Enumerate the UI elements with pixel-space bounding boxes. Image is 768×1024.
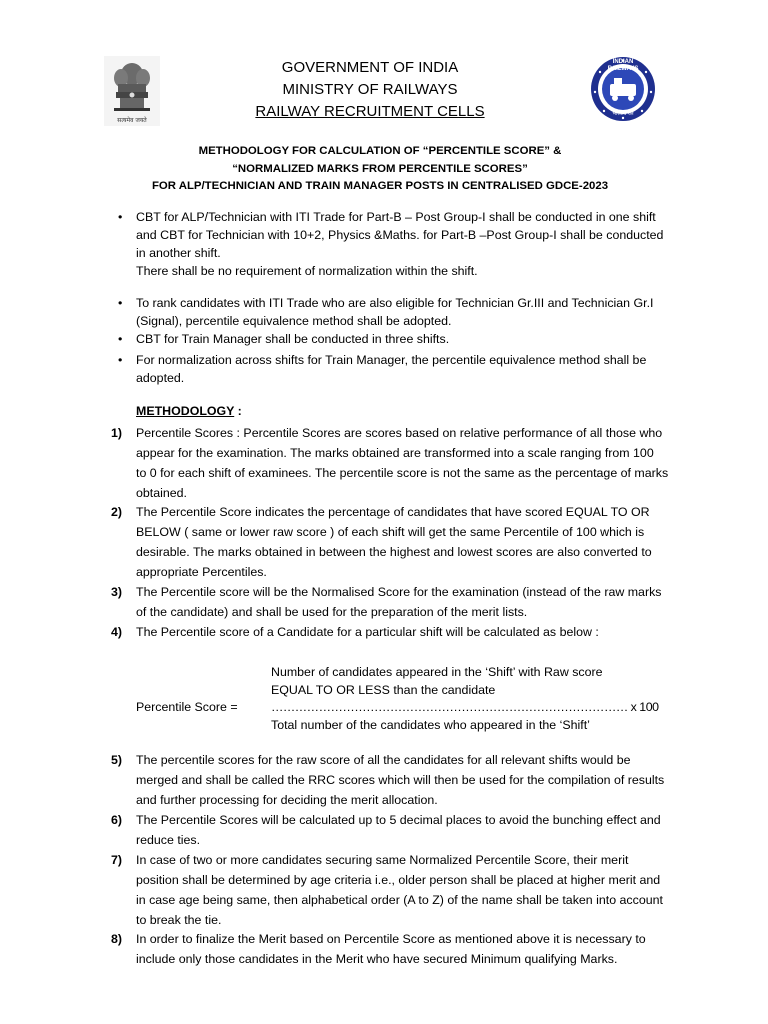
bullet-icon: • [118, 353, 123, 367]
indian-railways-logo-icon [590, 56, 656, 122]
point-number: 8) [111, 932, 123, 946]
point-line: and further processing for deciding the merit allocation. [136, 793, 438, 807]
point-item [136, 850, 678, 930]
bullet-icon: • [118, 210, 123, 224]
point-line: desirable. The marks obtained in between the highest and lowest scores are also converted to [136, 545, 652, 559]
point-line: The Percentile Score indicates the percentage of candidates that have scored EQUAL TO OR [136, 505, 650, 519]
title-line-1: METHODOLOGY FOR CALCULATION OF “PERCENTILE SCORE” & [198, 145, 562, 157]
point-line: BELOW ( same or lower raw score ) of each shift will get the same Percentile of 100 which is [136, 525, 645, 539]
point-line: The Percentile score will be the Normalised Score for the examination (instead of the raw marks [136, 585, 662, 599]
point-line: of the candidate) and shall be used for the preparation of the merit lists. [136, 605, 528, 619]
point-line: obtained. [136, 486, 187, 500]
header-government: GOVERNMENT OF INDIA [281, 59, 459, 76]
national-emblem-icon [104, 56, 160, 126]
bullet-line: For normalization across shifts for Train Manager, the percentile equivalence method shall be [136, 353, 647, 367]
point-line: The Percentile score of a Candidate for a particular shift will be calculated as below : [136, 625, 599, 639]
point-number: 3) [111, 585, 123, 599]
point-item [136, 582, 678, 622]
railway-logo-text: INDIAN RAILWAYS [607, 59, 639, 72]
point-line: appear for the examination. The marks obtained are transformed into a scale ranging from 100 [136, 446, 654, 460]
bullet-line: To rank candidates with ITI Trade who are also eligible for Technician Gr.III and Technician Gr.I [136, 296, 654, 310]
bullet-line: CBT for ALP/Technician with ITI Trade for Part-B – Post Group-I shall be conducted in one shift [136, 210, 656, 224]
methodology-heading [136, 404, 242, 418]
bullet-item [136, 351, 676, 387]
bullet-line: in another shift. [136, 246, 221, 260]
point-line: position shall be determined by age criteria i.e., older person shall be placed at higher merit and [136, 873, 661, 887]
header-rrc: RAILWAY RECRUITMENT CELLS [255, 103, 485, 120]
point-item [136, 929, 678, 969]
point-item [136, 622, 678, 642]
formula-label: Percentile Score = [136, 700, 238, 714]
point-line: reduce ties. [136, 833, 201, 847]
formula-denominator: Total number of the candidates who appeared in the ‘Shift’ [271, 718, 590, 732]
point-line: In case of two or more candidates securing same Normalized Percentile Score, their merit [136, 853, 629, 867]
bullet-line: adopted. [136, 371, 185, 385]
point-number: 4) [111, 625, 123, 639]
point-line: appropriate Percentiles. [136, 565, 267, 579]
methodology-heading-text: METHODOLOGY [136, 404, 235, 418]
point-line: The Percentile Scores will be calculated up to 5 decimal places to avoid the bunching effect and [136, 813, 661, 827]
bullet-icon: • [118, 296, 123, 310]
bullet-line: (Signal), percentile equivalence method shall be adopted. [136, 314, 452, 328]
methodology-colon: : [234, 404, 242, 418]
bullet-line: and CBT for Technician with 10+2, Physics &Maths. for Part-B –Post Group-I shall be conducted [136, 228, 664, 242]
railway-logo-hindi: भारतीय रेल [612, 111, 634, 117]
point-line: The percentile scores for the raw score of all the candidates for all relevant shifts would be [136, 753, 631, 767]
bullet-line: There shall be no requirement of normalization within the shift. [136, 264, 478, 278]
formula-numerator-line-1: Number of candidates appeared in the ‘Shift’ with Raw score [271, 665, 603, 679]
point-number: 1) [111, 426, 123, 440]
point-number: 6) [111, 813, 123, 827]
point-line: merged and shall be called the RRC scores which will then be used for the compilation of results [136, 773, 665, 787]
point-item [136, 502, 678, 582]
point-number: 7) [111, 853, 123, 867]
point-item [136, 423, 678, 503]
point-number: 5) [111, 753, 123, 767]
title-line-3: FOR ALP/TECHNICIAN AND TRAIN MANAGER POSTS IN CENTRALISED GDCE-2023 [151, 180, 609, 192]
point-line: In order to finalize the Merit based on Percentile Score as mentioned above it is necessary to [136, 932, 646, 946]
title-line-2: “NORMALIZED MARKS FROM PERCENTILE SCORES” [232, 163, 528, 175]
header-ministry: MINISTRY OF RAILWAYS [282, 81, 458, 98]
bullet-icon: • [118, 332, 123, 346]
bullet-line: CBT for Train Manager shall be conducted in three shifts. [136, 332, 450, 346]
point-line: in case age being same, then alphabetical order (A to Z) of the name shall be taken into account [136, 893, 663, 907]
bullet-item [136, 330, 676, 348]
formula-numerator-line-2: EQUAL TO OR LESS than the candidate [271, 683, 496, 697]
formula-dots: ……………………………………………………………………………… x 100 [271, 700, 659, 714]
point-line: include only those candidates in the Merit who have secured Minimum qualifying Marks. [136, 952, 618, 966]
point-line: Percentile Scores : Percentile Scores are scores based on relative performance of all those who [136, 426, 663, 440]
point-line: to break the tie. [136, 913, 222, 927]
bullet-item [136, 208, 676, 280]
emblem-caption: सत्यमेव जयते [117, 117, 147, 124]
bullet-item [136, 294, 676, 330]
point-item [136, 810, 678, 850]
point-number: 2) [111, 505, 123, 519]
point-line: to 0 for each shift of examinees. The percentile score is not the same as the percentage of marks [136, 466, 669, 480]
point-item [136, 750, 678, 810]
